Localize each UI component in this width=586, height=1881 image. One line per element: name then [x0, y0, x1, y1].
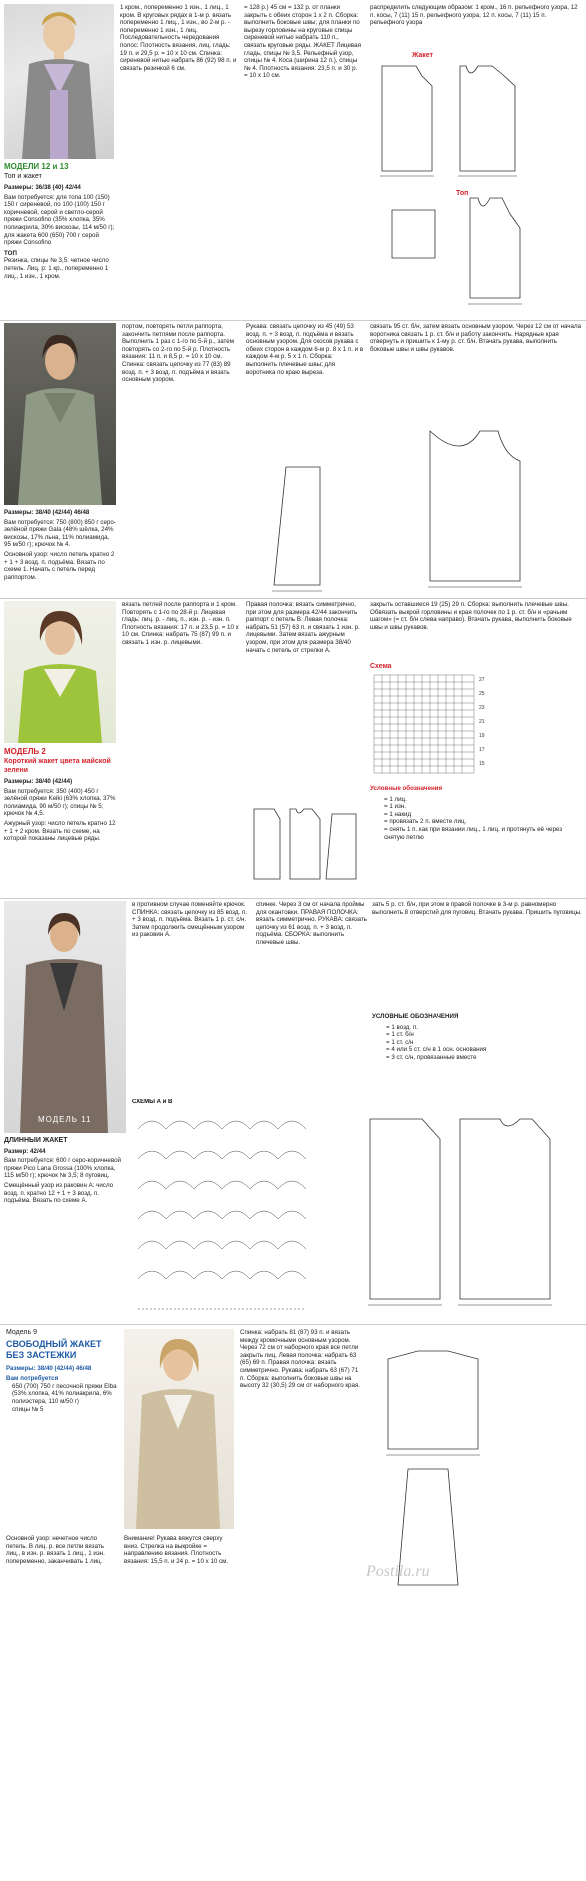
- model-12-top-label: ТОП: [4, 249, 17, 257]
- jacket-pattern-diagram: [370, 46, 582, 186]
- model-12-col2: 1 кром., попеременно 1 изн., 1 лиц., 1 кром. В круговых рядах в 1-м р. вязать попеременно 1 лиц., 1 изн., во 2-м р. - попеременно 1 изн., 1 лиц. Последовательность чередования полос: Плотность вязания, лиц. гладь: 19 п. и 29,5 р. = 10 х 10 см. Спинка: сиреневой нитью набрать 86 (92) 98 п. и связать резинкой 6 см.: [120, 4, 237, 72]
- model-9-label: Модель 9: [6, 1329, 37, 1336]
- model-1-col2: портом, повторять петли раппорта, закончить петлями после раппорта. Выполнить 1 раз с 1-го по 5-й р., затем повторять со 2-го по 5-й р. Плотность вязания: 11 п. и 8,5 р. = 10 х 10 см. Спинка: связать цепочку из 77 (83) 89 возд. п. + 3 возд. п. подъёма и вязать основным узором.: [122, 323, 235, 384]
- legend-item: = 1 лиц.: [384, 795, 407, 803]
- need-item: спицы № 5: [12, 1405, 44, 1413]
- model-12-col4: распределить следующим образом: 1 кром., 16 п. рельефного узора, 12 п. косы, 7 (11) 15 п. рельефного узора, 12 п. косы, 7 (11) 15 п. рельефного узора: [370, 4, 578, 27]
- woman-photo-icon: [124, 1329, 234, 1529]
- model-12-col3: = 128 р.) 45 см = 132 р. от планки закрыть с обеих сторон 1 х 2 п. Сборка: выполнить боковые швы; для планки по вырезу горловины на круговые спицы сиреневой нитью набрать 110 п., связать круговые ряды. ЖАКЕТ Лицевая гладь, спицы № 3,5. Рельефный узор, спицы № 4. Коса (ширина 12 п.), спицы № 4. Плотность вязания: 23,5 п. и 30 р. = 10 х 10 см.: [244, 4, 361, 80]
- model-11-label: МОДЕЛЬ 11: [38, 1115, 92, 1124]
- svg-text:15: 15: [479, 761, 485, 767]
- model-1-need: Вам потребуется: 750 (800) 850 г серо-зелёной пряжи Gala (48% шёлка, 24% вискозы, 17% льна, 11% полиамида, 95 м/50 г); крючок № 4.: [4, 518, 116, 549]
- model-2-scheme-title: Схема: [370, 663, 392, 670]
- model-2-need: Вам потребуется: 350 (400) 450 г зелёной пряжи Keiki (63% хлопка, 37% полиамида, 90 м/50 г); спицы № 5; крючок № 4,5.: [4, 787, 116, 818]
- model-12-sizes: Размеры: 36/38 (40) 42/44: [4, 184, 81, 191]
- model-11-col3: спинке. Через 3 см от начала проймы для окантовки. ПРАВАЯ ПОЛОЧКА: вязать симметрично. РУКАВА: связать цепочку из 61 возд. п. + 3 возд. п. подъёма. СБОРКА: выполнить плечевые швы.: [256, 901, 368, 946]
- watermark: Postila.ru: [366, 1563, 430, 1580]
- model-2-sizes: Размеры: 38/40 (42/44): [4, 778, 73, 785]
- model-9-need-title: Вам потребуется: [6, 1375, 59, 1383]
- model-2-legend-title: Условные обозначения: [370, 785, 443, 792]
- block-model-12: [0, 0, 586, 318]
- model-2-col4: закрыть оставшиеся 19 (25) 29 п. Сборка: выполнить плечевые швы. Обвязать выкрой горловины и края полочек по 1 р. ст. б/н и «рачьим шагом» (= ст. б/н слева направо). Втачать рукава, выполнить боковые швы и швы рукавов.: [370, 601, 572, 631]
- model-2-subtitle: Короткий жакет цвета майской зелени: [4, 758, 111, 774]
- woman-photo-icon: [4, 901, 126, 1133]
- block-model-1: [0, 320, 586, 596]
- top-pattern-diagram: [370, 188, 582, 314]
- model-1-col3: Рукава: связать цепочку из 45 (49) 53 возд. п. + 3 возд. п. подъёма и вязать основным узором. Для скосов рукава с обеих сторон в каждом 6-м р. 8 х 1 п. и в каждом 4-м р. 5 х 1 п. Сборка: выполнить плечевые швы; для воротника по краю выреза.: [246, 323, 364, 376]
- model-12-intro: [4, 162, 116, 316]
- model-9-col3: Спинка: набрать 81 (87) 93 п. и вязать между кромочными основным узором. Через 72 см от наборного края все петли закрыть лиц. Левая полочка: набрать 63 (65) 69 п. Правая полочка: вязать симметрично. Рукава: набрать 63 (67) 71 п. Сборка: выполнить боковые швы на высоту 32 (30,5) 29 см от наборного края.: [240, 1329, 361, 1390]
- model-11-need: Вам потребуется: 600 г серо-коричневой пряжи Pico Lana Grossa (100% хлопка, 115 м/50 г); крючок № 3,5; 8 пуговиц.: [4, 1157, 121, 1180]
- model-2-pattern-diagram: [246, 789, 364, 895]
- svg-text:27: 27: [479, 677, 485, 683]
- model-2-legend: [370, 785, 582, 895]
- sleeve-pattern-diagram: [246, 445, 364, 595]
- need-item: 650 (700) 750 г песочной пряжи Elba (53% хлопка, 41% полиакрила, 6% полиэстера, 110 м/50 г): [12, 1382, 117, 1405]
- model-11-scheme-title: СХЕМЫ А и В: [132, 1099, 173, 1105]
- legend-item: = 1 ст. с/н: [386, 1038, 414, 1046]
- svg-text:17: 17: [479, 747, 485, 753]
- model-1-intro: [4, 509, 116, 596]
- model-9-pattern-diagram: [368, 1329, 582, 1595]
- photo-model-2: [4, 601, 116, 743]
- model-9-sizes: Размеры: 38/40 (42/44) 46/48: [6, 1364, 92, 1372]
- model-11-title: ДЛИННЫЙ ЖАКЕТ: [4, 1137, 68, 1144]
- model-12-top-text: Резинка, спицы № 3,5: четное число петель. Лиц. р: 1 кр., попеременно 1 лиц., 1 изн., 1 кром.: [4, 257, 109, 280]
- svg-text:25: 25: [479, 691, 485, 697]
- model-1-sizes: Размеры: 38/40 (42/44) 46/48: [4, 509, 90, 516]
- model-9-title: СВОБОДНЫЙ ЖАКЕТ БЕЗ ЗАСТЕЖКИ: [6, 1338, 102, 1360]
- model-2-intro: [4, 747, 116, 895]
- jacket-diagram-title: Жакет: [412, 52, 434, 59]
- photo-top-model-12: [4, 4, 114, 159]
- woman-photo-icon: [4, 4, 114, 159]
- legend-item: = 4 или 5 ст. с/н в 1 осн. основания: [386, 1046, 487, 1054]
- model-2-lace: Ажурный узор: число петель кратно 12 + 1 + 2 кром. Вязать по схеме, на которой показаны лицевые ряды.: [4, 819, 116, 843]
- model-2-scheme: [370, 663, 582, 781]
- model-12-subtitle: Топ и жакет: [4, 173, 42, 180]
- svg-text:21: 21: [479, 719, 485, 725]
- woman-photo-icon: [4, 601, 116, 743]
- legend-item: = 1 возд. п.: [386, 1023, 418, 1031]
- legend-item: = 3 ст. с/н, провязанные вместе: [386, 1053, 477, 1061]
- model-11-legend: [372, 1013, 582, 1095]
- legend-item: = снять 1 п. как при вязании лиц., 1 лиц. и протянуть её через снятую петлю: [384, 825, 563, 841]
- model-11-col2: в противном случае поменяйте крючок. СПИНКА: связать цепочку из 85 возд. п. + 3 возд. п. подъёма. Вязать 1 р. ст. с/н. Затем продолжить смещённым узором из раковин А.: [132, 901, 247, 939]
- legend-item: = 1 изн.: [384, 803, 406, 811]
- model-11-pattern-a: Смещённый узор из раковин А: число возд. п. кратно 12 + 1 + 3 возд. п. подъёма. Вязать по схеме А.: [4, 1181, 114, 1205]
- legend-item: = 1 накид: [384, 810, 412, 818]
- legend-item: = 1 ст. б/н: [386, 1031, 414, 1039]
- model-12-title: МОДЕЛИ 12 и 13: [4, 162, 69, 171]
- top-diagram-title: Топ: [456, 190, 469, 197]
- model-2-col2: вязать петлей после раппорта и 1 кром. Повторять с 1-го по 28-й р. Лицевая гладь: лиц. р. - лиц. п., изн. р. - изн. п. Плотность вязания: 17 п. и 23,5 р. = 10 х 10 см. Спинка: набрать 75 (87) 99 п. и связать 1 изн. р. лицевыми.: [122, 601, 239, 646]
- model-2-title: МОДЕЛЬ 2: [4, 747, 46, 756]
- svg-text:23: 23: [479, 705, 485, 711]
- model-12-need: Вам потребуется: для топа 100 (150) 150 г сиреневой, по 100 (100) 150 г коричневой, серой и светло-серой пряжи Consofino (35% хлопка, 35% полиакрила, 30% вискозы, 114 м/50 г); для жакета 600 (650) 700 г серой пряжи Consofino: [4, 193, 115, 247]
- model-1-col4: связать 95 ст. б/н, затем вязать основным узором. Через 12 см от начала воротника связать 1 р. ст. б/н и работу закончить. Нарядные края отвернуть и пришить к 1-му р. ст. б/н. Втачать рукава, выполнить боковые швы и швы рукавов.: [370, 323, 582, 353]
- model-9-pattern: Основной узор: нечетное число петель. В лиц. р. все петли вязать лиц., в изн. р. вязать 1 лиц., 1 изн. попеременно, заканчивать 1 лиц.: [6, 1535, 105, 1565]
- block-model-2: [0, 598, 586, 896]
- model-9-intro: [6, 1329, 118, 1479]
- model-11-sizes: Размер: 42/44: [4, 1147, 46, 1155]
- woman-photo-icon: [4, 323, 116, 505]
- photo-model-11: [4, 901, 126, 1133]
- model-11-crochet-scheme: [132, 1099, 344, 1321]
- model-11-intro: [4, 1137, 126, 1321]
- photo-model-1: [4, 323, 116, 505]
- model-11-legend-title: УСЛОВНЫЕ ОБОЗНАЧЕНИЯ: [372, 1013, 459, 1020]
- photo-model-9: [124, 1329, 234, 1529]
- model-11-col4: зать 5 р. ст. б/н, при этом в правой полочке в 3-м р. равномерно выполнить 8 отверстий для пуговиц. Втачать рукава. Пришить пуговицы.: [372, 901, 582, 916]
- legend-item: = провязать 2 п. вместе лиц.: [384, 818, 467, 826]
- svg-text:19: 19: [479, 733, 485, 739]
- model-11-pattern-diagram: [350, 1099, 582, 1321]
- model-1-pattern: Основной узор: число петель кратно 2 + 1 + 3 возд. п. подъёма. Вязать по схеме 1. Начать с петель перед раппортом.: [4, 550, 115, 581]
- block-model-9: [0, 1324, 586, 1881]
- model-9-col2: Внимание! Рукава вяжутся сверху вниз. Стрелка на выкройке = направлению вязания. Плотность вязания: 15,5 п. и 24 р. = 10 х 10 см.: [124, 1535, 229, 1565]
- model-2-col3: Правая полочка: вязать симметрично, при этом для размера 42/44 закончить раппорт с петель В. Левая полочка: набрать 51 (57) 63 п. и связать 1 изн. р. лицевыми. Затем вязать ажурным узором, при этом для размера 38/40 начать с петель от стрелки А.: [246, 601, 360, 654]
- block-model-11: [0, 898, 586, 1322]
- front-back-pattern-diagram: [370, 401, 582, 595]
